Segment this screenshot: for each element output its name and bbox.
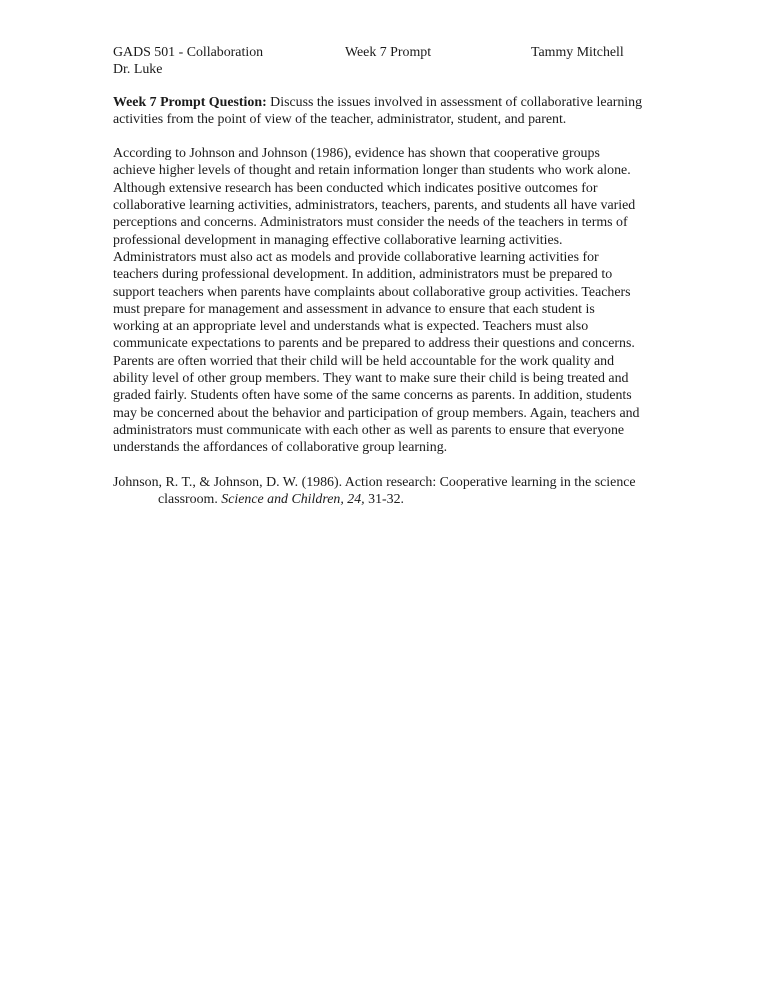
- assignment-title: Week 7 Prompt: [345, 45, 432, 60]
- prompt-question: [113, 94, 643, 129]
- document-header: [113, 44, 643, 61]
- course-title: GADS 501 - Collaboration: [113, 45, 264, 60]
- author-name: Tammy Mitchell: [531, 45, 624, 60]
- document-page: [113, 44, 643, 508]
- prompt-label: Week 7 Prompt Question:: [113, 94, 267, 110]
- reference-journal: Science and Children, 24,: [221, 491, 365, 507]
- instructor-name: Dr. Luke: [113, 62, 163, 78]
- prompt-text: Discuss the issues involved in assessment of collaborative learning activities from the point of view of the teacher, administrator, student, and parent.: [113, 94, 643, 127]
- reference-pages: 31-32.: [364, 491, 405, 507]
- reference-entry: [113, 474, 643, 509]
- body-paragraph: According to Johnson and Johnson (1986), evidence has shown that cooperative groups achieve higher levels of thought and retain information longer than students who work alone. Although extensive research has been conducted which indicates positive outcomes for collaborative learning activities, administrators, teachers, parents, and students all have varied perceptions and concerns. Administrators must consider the needs of the teachers in terms of professional development in managing effective collaborative learning activities. Administrators must also act as models and provide collaborative learning activities for teachers during professional development. In addition, administrators must be prepared to support teachers when parents have complaints about collaborative group activities. Teachers must prepare for management and assessment in advance to ensure that each student is working at an appropriate level and understands what is expected. Teachers must also communicate expectations to parents and be prepared to address their questions and concerns. Parents are often worried that their child will be held accountable for the work quality and ability level of other group members. They want to make sure their child is being treated and graded fairly. Students often have some of the same concerns as parents. In addition, students may be concerned about the behavior and participation of group members. Again, teachers and administrators must communicate with each other as well as parents to ensure that everyone understands the affordances of collaborative group learning.: [113, 146, 640, 456]
- reference-authors: Johnson, R. T., & Johnson, D. W. (1986). Action research: Cooperative learning in the science classroom.: [113, 474, 636, 507]
